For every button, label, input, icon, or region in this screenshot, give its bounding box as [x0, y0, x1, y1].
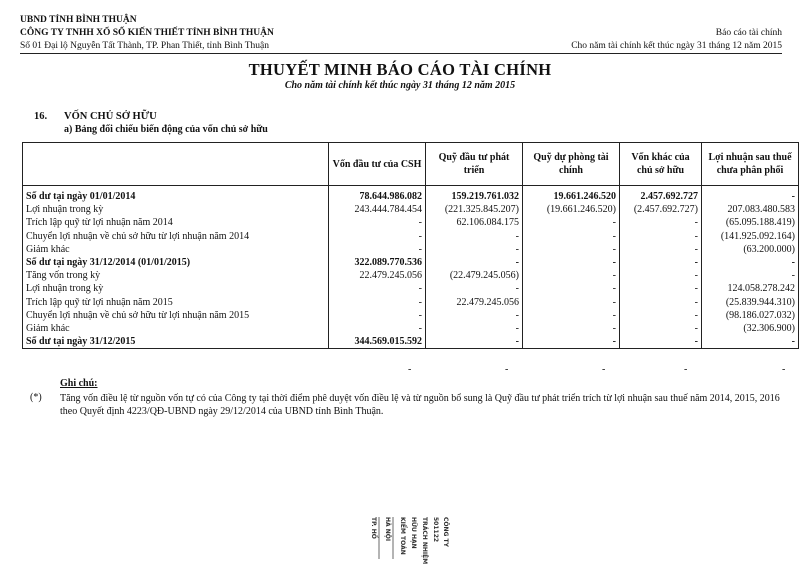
cell: - [329, 243, 426, 256]
cell: - [620, 243, 702, 256]
cell: (32.306.900) [702, 322, 799, 335]
cell: - [426, 309, 523, 322]
cell: - [620, 282, 702, 295]
cell: 322.089.770.536 [329, 256, 426, 269]
cell: (19.661.246.520) [523, 203, 620, 216]
cell: 124.058.278.242 [702, 282, 799, 295]
cell: - [523, 230, 620, 243]
cell: (22.479.245.056) [426, 269, 523, 282]
cell: 243.444.784.454 [329, 203, 426, 216]
row-label: Chuyển lợi nhuận về chủ sở hữu từ lợi nhuận năm 2015 [23, 309, 329, 322]
cell: (63.200.000) [702, 243, 799, 256]
cell: 19.661.246.520 [523, 190, 620, 203]
below-table-dash: - [602, 364, 606, 375]
table-row [23, 322, 799, 335]
stamp-line: TP. HỒ [370, 517, 377, 539]
below-table-dash: - [408, 364, 412, 375]
cell: - [620, 309, 702, 322]
org-line-1: UBND TỈNH BÌNH THUẬN [20, 15, 137, 25]
cell: - [523, 322, 620, 335]
row-label: Trích lập quỹ từ lợi nhuận năm 2015 [23, 296, 329, 309]
stamp-line: HÀ NỘI [384, 517, 391, 542]
cell: - [620, 335, 702, 349]
cell: 22.479.245.056 [329, 269, 426, 282]
report-period: Cho năm tài chính kết thúc ngày 31 tháng 12 năm 2015 [571, 41, 782, 51]
header-divider [20, 53, 782, 54]
cell: - [523, 282, 620, 295]
cell: 62.106.084.175 [426, 216, 523, 229]
section-number: 16. [34, 111, 48, 122]
equity-table [22, 142, 799, 349]
page-title: THUYẾT MINH BÁO CÁO TÀI CHÍNH [248, 60, 552, 79]
cell: - [329, 230, 426, 243]
cell: - [620, 269, 702, 282]
row-label: Giảm khác [23, 322, 329, 335]
page-subtitle: Cho năm tài chính kết thúc ngày 31 tháng 12 năm 2015 [284, 80, 516, 91]
stamp-line: KIỂM TOÁN [399, 517, 406, 555]
table-row [23, 296, 799, 309]
table-row [23, 216, 799, 229]
cell: - [523, 296, 620, 309]
table-row [23, 309, 799, 322]
cell: - [523, 256, 620, 269]
cell: - [523, 335, 620, 349]
table-row [23, 282, 799, 295]
cell: - [523, 269, 620, 282]
cell: - [523, 243, 620, 256]
table-row [23, 190, 799, 203]
column-header-retained-earnings: Lợi nhuận sau thuế chưa phân phối [702, 143, 799, 186]
cell: - [523, 309, 620, 322]
below-table-dash: - [684, 364, 688, 375]
table-row [23, 230, 799, 243]
cell: - [523, 216, 620, 229]
cell: 159.219.761.032 [426, 190, 523, 203]
cell: - [702, 190, 799, 203]
cell: (221.325.845.207) [426, 203, 523, 216]
auditor-stamp [362, 515, 449, 565]
column-header-label [23, 143, 329, 186]
row-label: Lợi nhuận trong kỳ [23, 282, 329, 295]
stamp-line: 501122 [432, 517, 439, 543]
row-label: Trích lập quỹ từ lợi nhuận năm 2014 [23, 216, 329, 229]
below-table-dash: - [505, 364, 509, 375]
cell: 2.457.692.727 [620, 190, 702, 203]
company-header [20, 14, 274, 53]
cell: 78.644.986.082 [329, 190, 426, 203]
org-line-2: CÔNG TY TNHH XỔ SỐ KIẾN THIẾT TỈNH BÌNH THUẬN [20, 28, 274, 38]
note-text: Tăng vốn điều lệ từ nguồn vốn tự có của Công ty tại thời điểm phê duyệt vốn điều lệ và từ nguồn bổ sung là Quỹ đầu tư phát triển trích từ lợi nhuận sau thuế năm 2014, 2015, 2016 theo Quyết định 4223/QĐ-UBND ngày 29/12/2014 của UBND tỉnh Bình Thuận. [60, 393, 780, 417]
stamp-line: TRÁCH NHIỆM [421, 517, 428, 565]
section-subtitle: a) Bảng đối chiếu biến động của vốn chủ sở hữu [64, 124, 268, 135]
cell: - [620, 216, 702, 229]
row-label: Lợi nhuận trong kỳ [23, 203, 329, 216]
cell: - [620, 296, 702, 309]
row-label: Số dư tại ngày 31/12/2014 (01/01/2015) [23, 256, 329, 269]
cell: - [702, 256, 799, 269]
table-row [23, 269, 799, 282]
below-table-dash: - [782, 364, 786, 375]
cell: - [426, 335, 523, 349]
report-name: Báo cáo tài chính [715, 28, 782, 38]
cell: 344.569.015.592 [329, 335, 426, 349]
cell: - [329, 322, 426, 335]
company-address: Số 01 Đại lộ Nguyễn Tất Thành, TP. Phan Thiết, tỉnh Bình Thuận [20, 41, 270, 51]
table-header-row [23, 143, 799, 186]
column-header-owner-capital: Vốn đầu tư của CSH [329, 143, 426, 186]
table-row [23, 243, 799, 256]
row-label: Chuyển lợi nhuận về chủ sở hữu từ lợi nhuận năm 2014 [23, 230, 329, 243]
column-header-other-capital: Vốn khác của chủ sở hữu [620, 143, 702, 186]
cell: (98.186.027.032) [702, 309, 799, 322]
row-label: Giảm khác [23, 243, 329, 256]
cell: - [620, 322, 702, 335]
cell: - [329, 282, 426, 295]
cell: - [620, 256, 702, 269]
note-heading: Ghi chú: [60, 378, 98, 389]
note-marker: (*) [30, 392, 42, 403]
cell: - [426, 243, 523, 256]
cell: - [426, 282, 523, 295]
cell: - [620, 230, 702, 243]
table-row [23, 335, 799, 349]
row-label: Số dư tại ngày 01/01/2014 [23, 190, 329, 203]
cell: - [426, 230, 523, 243]
table-row [23, 203, 799, 216]
cell: - [329, 309, 426, 322]
cell: (141.925.092.164) [702, 230, 799, 243]
column-header-development-fund: Quỹ đầu tư phát triển [426, 143, 523, 186]
cell: - [702, 269, 799, 282]
cell: (2.457.692.727) [620, 203, 702, 216]
cell: - [426, 256, 523, 269]
cell: - [702, 335, 799, 349]
cell: 207.083.480.583 [702, 203, 799, 216]
row-label: Tăng vốn trong kỳ [23, 269, 329, 282]
table-row [23, 256, 799, 269]
cell: - [329, 216, 426, 229]
cell: - [426, 322, 523, 335]
cell: (25.839.944.310) [702, 296, 799, 309]
cell: (65.095.188.419) [702, 216, 799, 229]
report-header [571, 27, 782, 53]
stamp-line: CÔNG TY [442, 517, 449, 547]
section-title: VỐN CHỦ SỞ HỮU [64, 111, 157, 122]
cell: 22.479.245.056 [426, 296, 523, 309]
row-label: Số dư tại ngày 31/12/2015 [23, 335, 329, 349]
column-header-reserve-fund: Quỹ dự phòng tài chính [523, 143, 620, 186]
stamp-line: HỮU HẠN [410, 517, 417, 549]
cell: - [329, 296, 426, 309]
